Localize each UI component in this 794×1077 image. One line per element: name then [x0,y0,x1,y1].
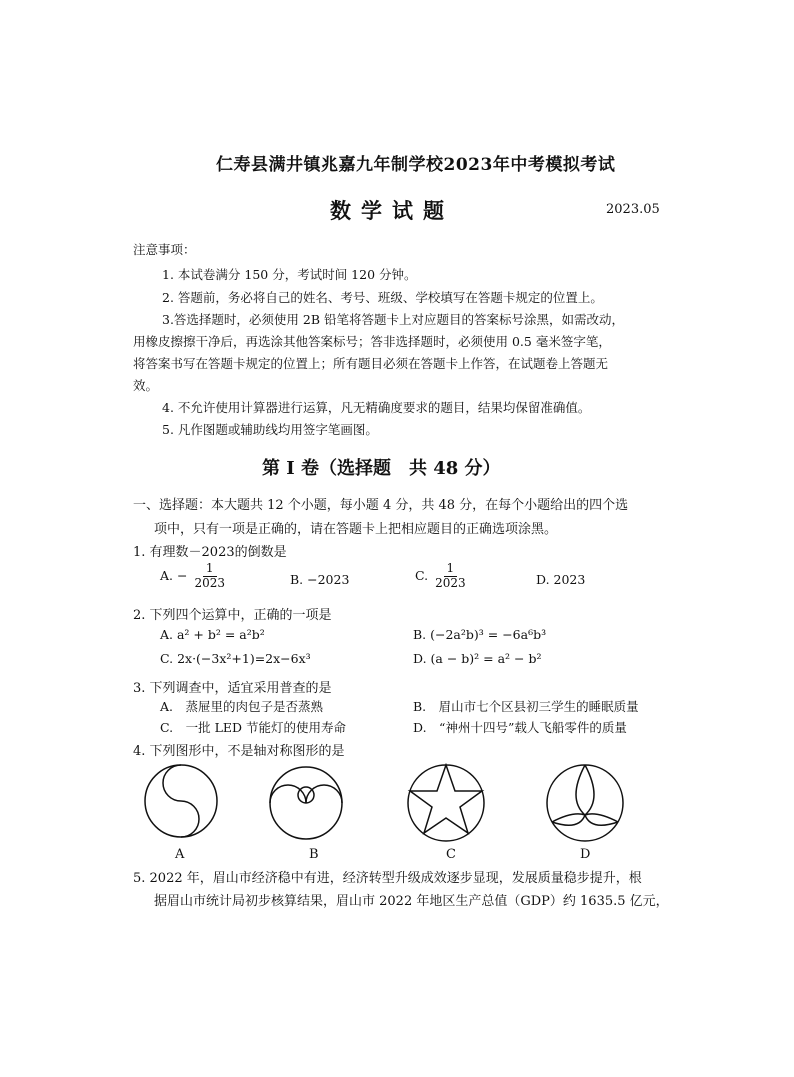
numerator: 1 [203,562,217,577]
note-item: 4. 不允许使用计算器进行运算，凡无精确度要求的题目，结果均保留准确值。 [162,400,591,415]
option-b: B. 眉山市七个区县初三学生的睡眠质量 [413,699,639,714]
option-d: D. “神州十四号”载人飞船零件的质量 [413,720,627,735]
figure-label-d: D [580,847,591,862]
note-item: 5. 凡作图题或辅助线均用签字笔画图。 [162,422,378,437]
note-item: 2. 答题前，务必将自己的姓名、考号、班级、学校填写在答题卡规定的位置上。 [162,290,603,305]
figure-label-c: C [446,847,456,862]
exam-date: 2023.05 [606,202,660,217]
note-item: 1. 本试卷满分 150 分，考试时间 120 分钟。 [162,267,417,282]
option-c: C. 一批 LED 节能灯的使用寿命 [160,720,346,735]
figure-label-b: B [309,847,319,862]
denominator: 2023 [435,575,466,590]
figure-a-taiji [143,763,219,839]
fraction [191,562,228,591]
option-a: A. a² + b² = a²b² [160,627,265,642]
option-d: D. 2023 [536,572,586,587]
note-item: 用橡皮擦擦干净后，再选涂其他答案标号；答非选择题时，必须使用 0.5 毫米签字笔， [133,334,611,349]
denominator: 2023 [194,575,225,590]
exam-title: 仁寿县满井镇兆嘉九年制学校2023年中考模拟考试 [216,155,616,175]
figure-d-petal-circle [545,763,625,843]
option-a [160,562,228,591]
note-item: 效。 [133,378,159,393]
notes-heading: 注意事项： [133,242,196,257]
question-stem: 3. 下列调查中，适宜采用普查的是 [133,681,332,696]
subject-title: 数学试题 [330,198,454,223]
figure-b-circle-arcs [268,765,344,841]
figure-label-a: A [175,847,185,862]
numerator: 1 [444,562,458,577]
option-c-prefix: C. [415,567,429,583]
option-a-prefix: A. − [160,567,188,583]
fraction [432,562,469,591]
option-b: B. −2023 [290,572,350,587]
section-intro: 一、选择题：本大题共 12 个小题，每小题 4 分，共 48 分，在每个小题给出的四个选 [133,498,629,513]
option-d: D. (a − b)² = a² − b² [413,651,542,666]
option-c: C. 2x·(−3x²+1)=2x−6x³ [160,651,311,666]
section-title: 第 I 卷（选择题 共 48 分） [262,458,501,479]
option-c [415,562,469,591]
note-item: 将答案书写在答题卡规定的位置上；所有题目必须在答题卡上作答，在试题卷上答题无 [133,356,609,371]
option-a: A. 蒸屉里的肉包子是否蒸熟 [160,699,324,714]
question-stem: 1. 有理数－2023的倒数是 [133,545,287,560]
question-stem: 2. 下列四个运算中，正确的一项是 [133,608,332,623]
note-item: 3.答选择题时，必须使用 2B 铅笔将答题卡上对应题目的答案标号涂黑，如需改动， [162,312,625,327]
question-stem: 5. 2022 年，眉山市经济稳中有进，经济转型升级成效逐步显现，发展质量稳步提升，根 [133,871,642,886]
option-b: B. (−2a²b)³ = −6a⁶b³ [413,627,547,642]
figure-c-star-circle [406,763,486,843]
section-intro: 项中，只有一项是正确的，请在答题卡上把相应题目的正确选项涂黑。 [154,522,558,537]
question-stem: 4. 下列图形中，不是轴对称图形的是 [133,744,345,759]
question-stem-cont: 据眉山市统计局初步核算结果，眉山市 2022 年地区生产总值（GDP）约 1635.5 亿元， [154,894,669,909]
